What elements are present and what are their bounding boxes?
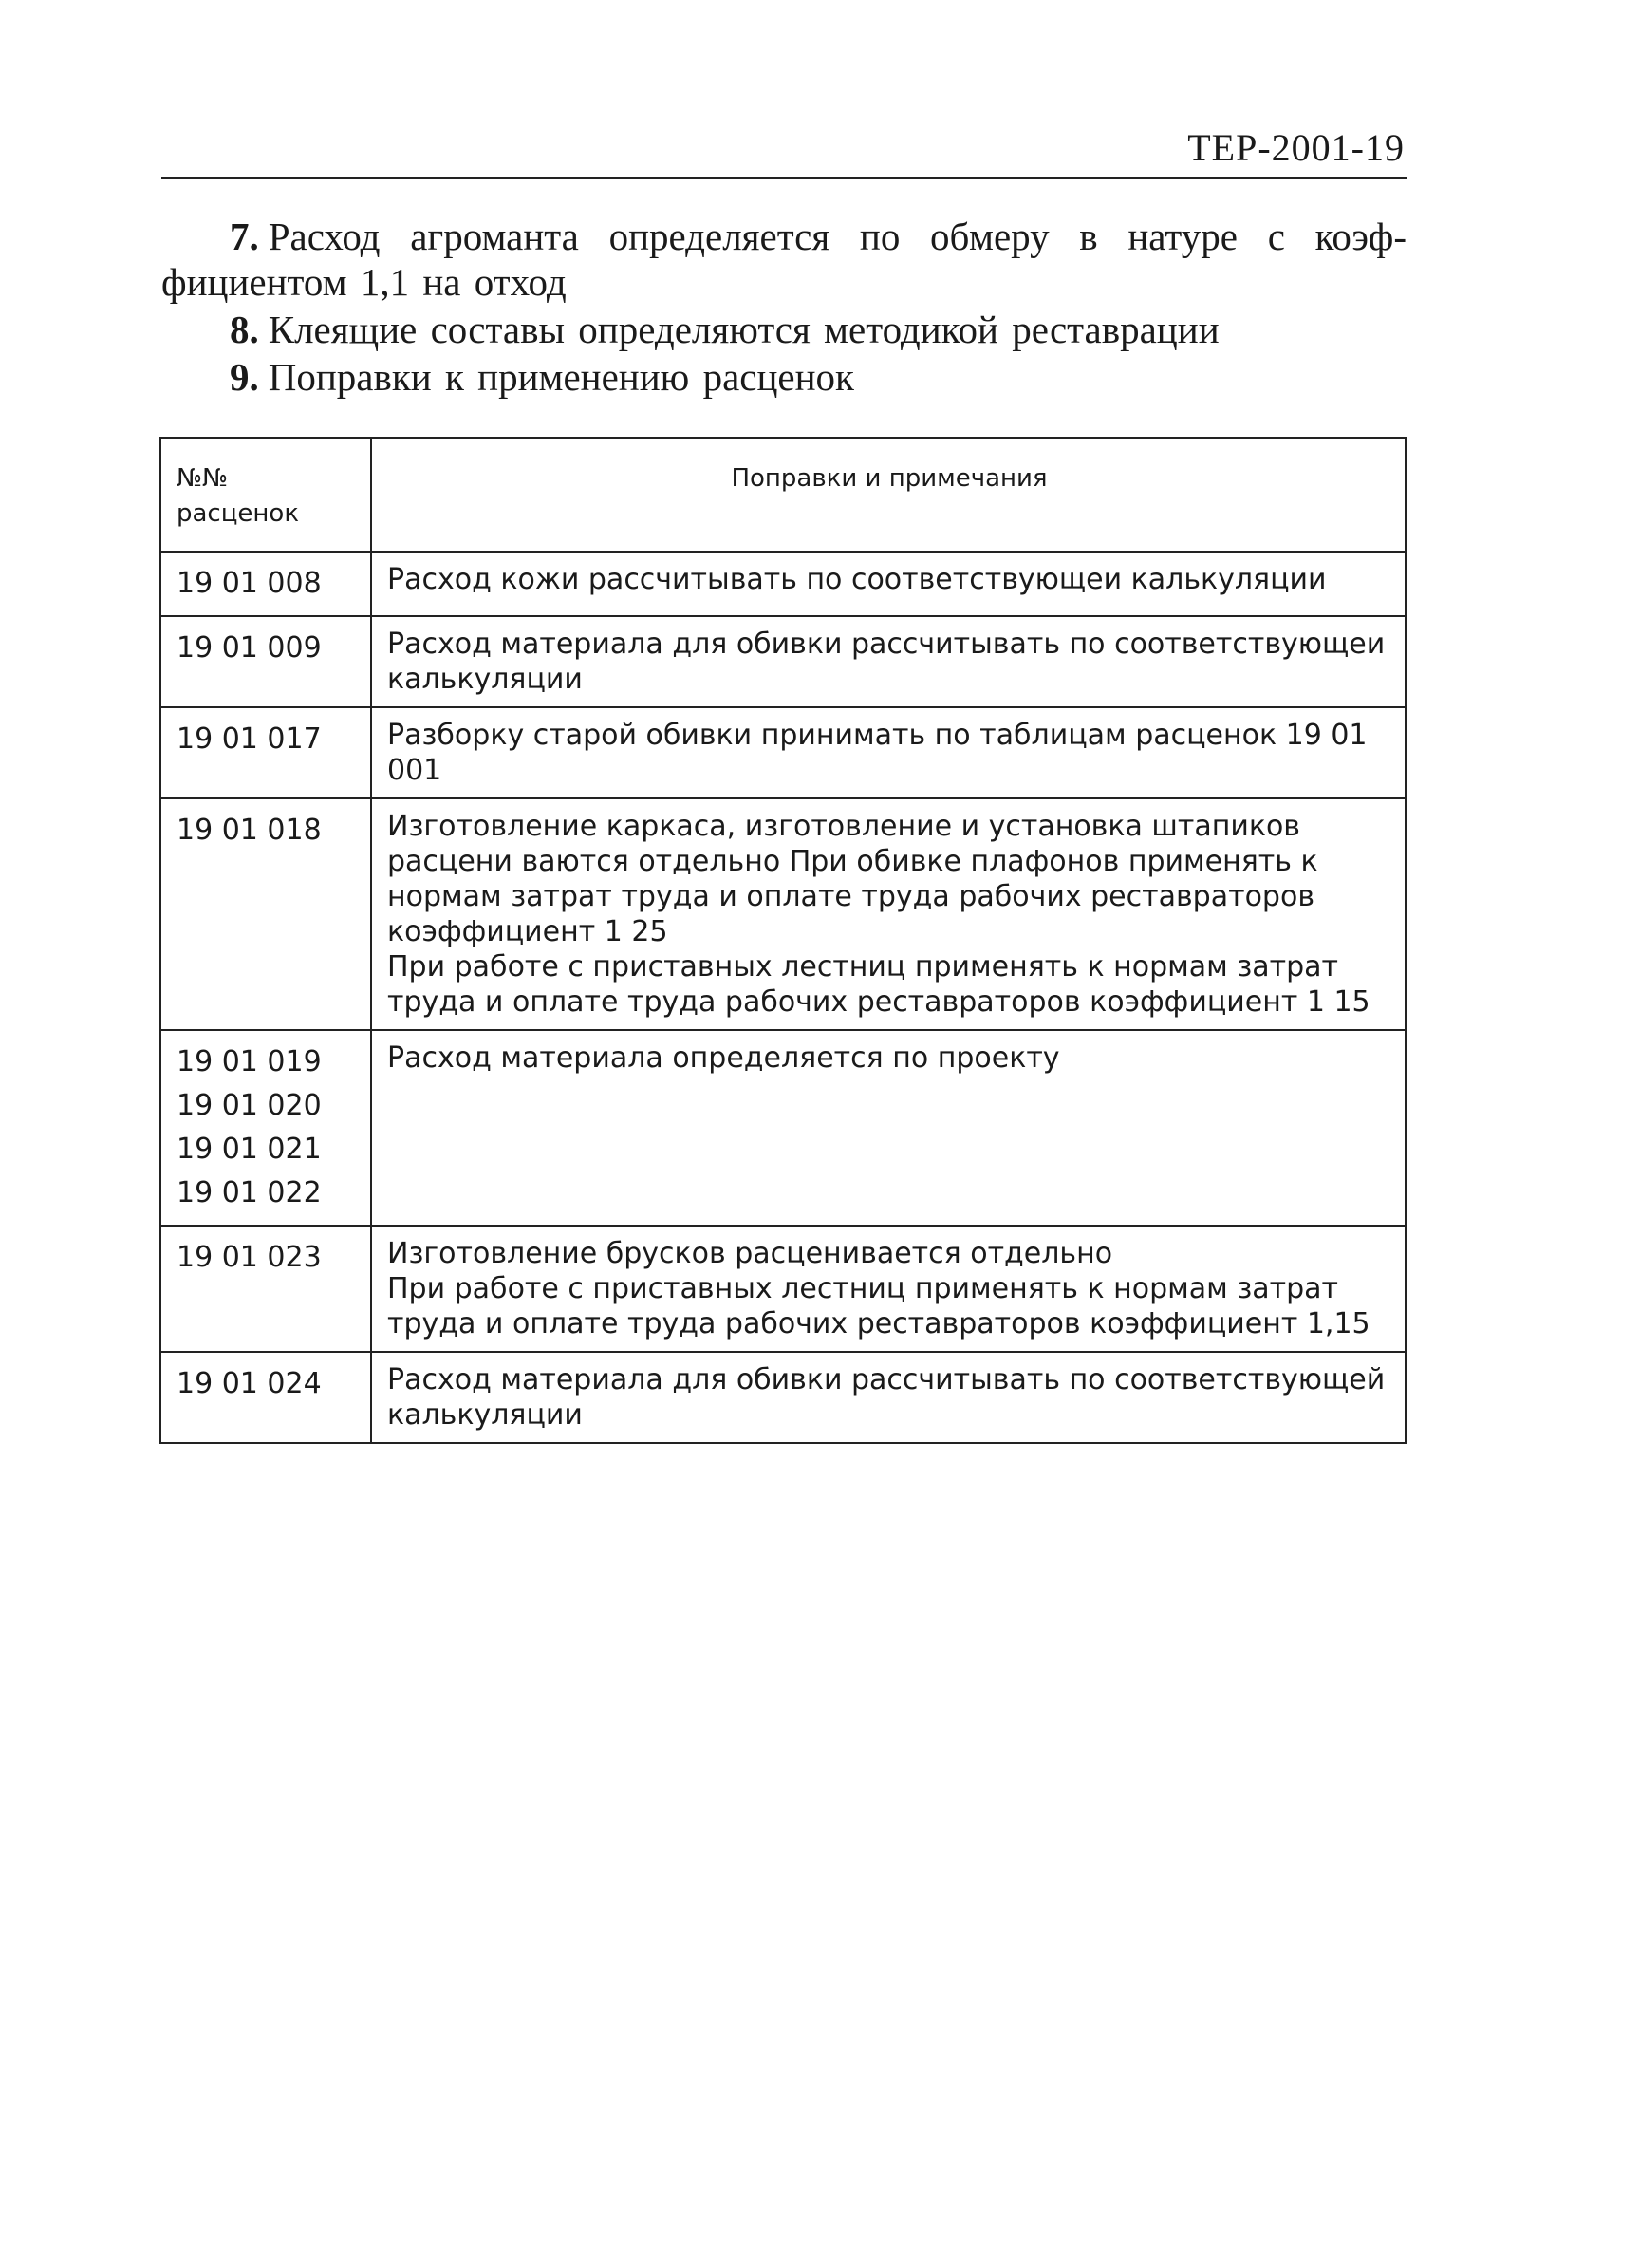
rate-number-cell <box>160 798 371 1030</box>
table-row <box>160 1352 1406 1443</box>
rate-number: 19 01 017 <box>177 722 322 756</box>
document-code: ТЕР-2001-19 <box>1187 126 1405 169</box>
paragraph-number: 9. <box>230 355 259 399</box>
note-text: Расход материала для обивки рассчитывать по соответствующеи калькуляции <box>387 628 1386 696</box>
header-rate-numbers: №№ расценок <box>160 438 371 552</box>
table-row <box>160 798 1406 1030</box>
note-cell <box>371 1352 1406 1443</box>
table-row <box>160 616 1406 707</box>
rate-number: 19 01 018 <box>177 814 322 847</box>
paragraph-number: 7. <box>230 215 259 258</box>
note-text: Изготовление брусков расценивается отдельно <box>387 1237 1113 1270</box>
note-cell <box>371 552 1406 616</box>
paragraph-number: 8. <box>230 308 259 351</box>
rate-number: 19 01 019 <box>177 1045 322 1078</box>
rate-number: 19 01 022 <box>177 1176 322 1209</box>
paragraph-7 <box>161 214 1407 305</box>
note-text: Разборку старой обивки принимать по таблицам расценок 19 01 001 <box>387 719 1368 787</box>
rate-number: 19 01 023 <box>177 1241 322 1274</box>
rate-number-cell <box>160 707 371 798</box>
table-header-row <box>160 438 1406 552</box>
paragraph-text: Расход агроманта определяется по обмеру в натуре с коэф-фициентом 1,1 на отход <box>161 215 1407 304</box>
table-row <box>160 1030 1406 1226</box>
note-text: При работе с приставных лестниц применять к нормам затрат труда и оплате труда рабочих реставраторов коэффициент 1,15 <box>387 1272 1370 1340</box>
rate-number: 19 01 021 <box>177 1133 322 1166</box>
note-cell <box>371 1030 1406 1226</box>
table-row <box>160 707 1406 798</box>
note-cell <box>371 616 1406 707</box>
rate-number: 19 01 024 <box>177 1367 322 1400</box>
note-text: Расход материала для обивки рассчитывать по соответствующей калькуляции <box>387 1363 1386 1432</box>
rate-number: 19 01 020 <box>177 1089 322 1122</box>
note-text: При работе с приставных лестниц применять к нормам затрат труда и оплате труда рабочих реставраторов коэффициент 1 15 <box>387 950 1370 1019</box>
rate-number-cell <box>160 1226 371 1352</box>
table-row <box>160 552 1406 616</box>
rate-number: 19 01 008 <box>177 567 322 600</box>
paragraph-text: Клеящие составы определяются методикой реставрации <box>268 308 1220 351</box>
corrections-table <box>159 437 1407 1444</box>
paragraph-text: Поправки к применению расценок <box>268 355 854 399</box>
note-text: Расход материала определяется по проекту <box>387 1041 1060 1075</box>
rate-number-cell <box>160 1352 371 1443</box>
note-cell <box>371 707 1406 798</box>
rate-number-cell <box>160 616 371 707</box>
paragraph-list <box>161 214 1407 402</box>
paragraph-9 <box>161 354 1407 400</box>
header-notes: Поправки и примечания <box>371 438 1406 552</box>
rate-number-cell <box>160 1030 371 1226</box>
paragraph-8 <box>161 307 1407 352</box>
rate-number: 19 01 009 <box>177 631 322 665</box>
table-row <box>160 1226 1406 1352</box>
header-rule <box>161 177 1407 179</box>
table-body <box>160 552 1406 1443</box>
note-text: Изготовление каркаса, изготовление и установка штапиков расцени ваются отдельно При обивке плафонов применять к нормам затрат труда и оплате труда рабочих реставраторов коэффициент 1 25 <box>387 810 1318 948</box>
note-cell <box>371 798 1406 1030</box>
rate-number-cell <box>160 552 371 616</box>
note-cell <box>371 1226 1406 1352</box>
note-text: Расход кожи рассчитывать по соответствующеи калькуляции <box>387 563 1327 596</box>
